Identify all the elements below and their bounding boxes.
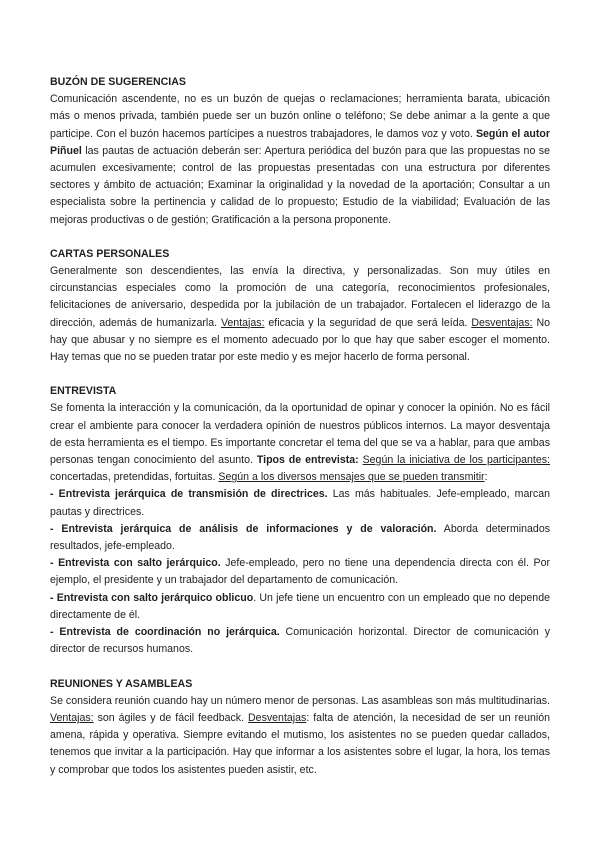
list-item: - Entrevista jerárquica de análisis de informaciones y de valoración. Aborda determinados resultados, jefe-empleado. [50, 522, 551, 553]
messages-label: Según a los diversos mensajes que se pueden transmitir [218, 471, 485, 484]
section-reuniones [50, 676, 550, 779]
advantages-label: Ventajas: [50, 711, 94, 724]
list-item: - Entrevista con salto jerárquico. Jefe-empleado, pero no tiene una dependencia directa con él. Por ejemplo, el presidente y un trabajador del departamento de comunicación. [50, 557, 550, 587]
section-paragraph: Se considera reunión cuando hay un número menor de personas. Las asambleas son más multitudinarias. Ventajas: son ágiles y de fácil feedback. Desventajas: falta de atención, la necesidad de ser un reunión amena, rápida y operativa. Siempre evitando el mutismo, los asistentes no se pueden quedar callados, tenemos que invitar a la participación. Hay que informar a los asistentes sobre el lugar, la hora, los temas y comprobar que todos los asistentes pueden asistir, etc. [50, 694, 550, 776]
section-paragraph: Se fomenta la interacción y la comunicación, da la oportunidad de opinar y conocer la opinión. No es fácil crear el ambiente para conocer la verdadera opinión de nuestros públicos internos. La mayor desventaja de esta herramienta es el tiempo. Es importante concretar el tema del que se va a hablar, para que ambas personas tengan conocimiento del asunto. Tipos de entrevista: Según la iniciativa de los participantes: concertadas, pretendidas, fortuitas. Según a los diversos mensajes que se pueden transmitir: [50, 402, 550, 484]
list-item: - Entrevista de coordinación no jerárquica. Comunicación horizontal. Director de comunicación y director de recursos humanos. [50, 626, 550, 656]
section-entrevista [50, 383, 550, 658]
list-item: - Entrevista jerárquica de transmisión de directrices. Las más habituales. Jefe-empleado, marcan pautas y directrices. [50, 488, 550, 518]
advantages-label: Ventajas: [220, 316, 265, 329]
section-title: REUNIONES Y ASAMBLEAS [50, 677, 193, 690]
interview-types-label: Tipos de entrevista: [256, 454, 359, 467]
author-reference: Según el autor Piñuel [50, 127, 550, 157]
section-title: CARTAS PERSONALES [50, 247, 170, 260]
section-cartas [50, 246, 550, 366]
section-buzon [50, 74, 550, 229]
initiative-label: Según la iniciativa de los participantes: [362, 454, 550, 467]
disadvantages-label: Desventajas: [471, 316, 533, 329]
disadvantages-label: Desventajas [248, 711, 307, 724]
section-title: ENTREVISTA [50, 385, 117, 398]
section-paragraph: Comunicación ascendente, no es un buzón de quejas o reclamaciones; herramienta barata, ubicación más o menos privada, también puede ser un buzón online o teléfono; Se debe animar a la gente a que participe. Con el buzón hacemos partícipes a nuestros trabajadores, le damos voz y voto. Según el autor Piñuel las pautas de actuación deberán ser: Apertura periódica del buzón para que las propuestas no se acumulen excesivamente; control de las propuestas presentadas con una estructura por diferentes sectores y ámbito de actuación; Examinar la originalidad y la novedad de la aportación; Consultar a un especialista sobre la pertinencia y calidad de lo propuesto; Estudio de la viabilidad; Evaluación de las mejoras productivas o de gestión; Gratificación a la persona proponente. [50, 93, 550, 226]
section-title: BUZÓN DE SUGERENCIAS [50, 76, 186, 88]
section-paragraph: Generalmente son descendientes, las envía la directiva, y personalizadas. Son muy útiles en circunstancias especiales como la promoción de una categoría, reconocimientos profesionales, felicitaciones de aniversario, despedida por la jubilación de un trabajador. Fortalecen el liderazgo de la dirección, además de humanizarla. Ventajas: eficacia y la seguridad de que será leída. Desventajas: No hay que abusar y no siempre es el momento adecuado por lo que hay que saber escoger el momento. Hay temas que no se pueden tratar por este medio y es mejor hacerlo de forma personal. [50, 265, 550, 364]
list-item: - Entrevista con salto jerárquico oblicuo. Un jefe tiene un encuentro con un empleado que no depende directamente de él. [50, 591, 550, 621]
